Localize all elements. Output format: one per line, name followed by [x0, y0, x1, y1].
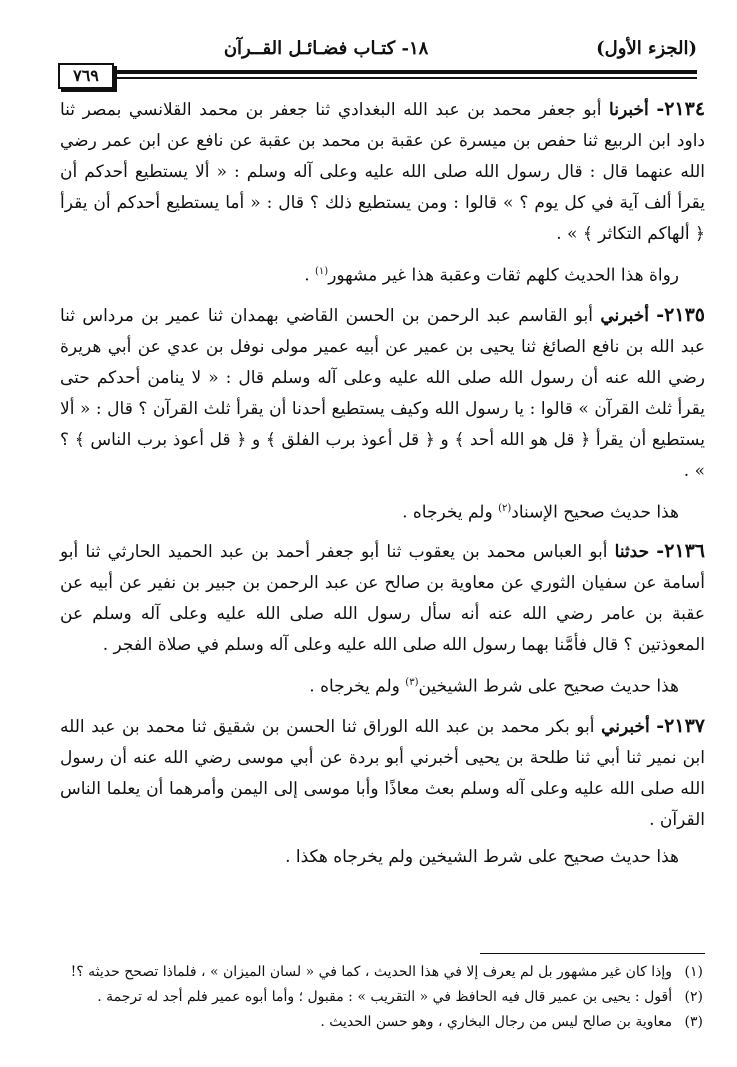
footnotes: [60, 960, 703, 1035]
hadith-lead-word: أخبرنا: [609, 100, 649, 120]
ruling-end: .: [285, 846, 296, 867]
footnote-number: (٣): [684, 1014, 703, 1030]
hadith-2136: [60, 536, 705, 661]
chapter-title: ١٨- كتـاب فضـائـل القــرآن: [223, 37, 429, 59]
page-body: [60, 94, 705, 881]
hadith-ruling: [60, 256, 679, 292]
hadith-ruling: [60, 842, 679, 873]
hadith-text: أبو بكر محمد بن عبد الله الوراق ثنا الحسن بن شقيق ثنا محمد بن عبد الله ابن نمير ثنا أبي ثنا طلحة بن يحيى أخبرني أبو بردة عن أبي موسى رضي الله عنه أن رسول الله صلى الله عليه وعلى آله وسلم بعث معاذًا وأبا موسى إلى اليمن وأمرهما أن يعلما الناس القرآن .: [60, 716, 705, 830]
footnote-text: أقول : يحيى بن عمير قال فيه الحافظ في « التقريب » : مقبول ؛ وأما أبوه عمير فلم أجد له ترجمة .: [97, 989, 673, 1005]
footnote-ref: (٢): [498, 502, 512, 514]
footnote-ref: (٣): [405, 677, 419, 689]
hadith-number: ٢١٣٤-: [656, 98, 706, 120]
header-rule-thin: [110, 77, 697, 79]
ruling-text: هذا حديث صحيح الإسناد: [511, 502, 679, 523]
hadith-lead-word: أخبرني: [600, 305, 649, 326]
ruling-text: رواة هذا الحديث كلهم ثقات وعقبة هذا غير مشهور: [328, 265, 679, 286]
hadith-lead-word: أخبرني: [601, 716, 650, 737]
hadith-text: أبو العباس محمد بن يعقوب ثنا أبو جعفر أحمد بن عبد الحميد الحارثي ثنا أبو أسامة عن سفيان الثوري عن معاوية بن صالح عن عبد الرحمن بن جبير بن نفير عن أبيه عن عقبة بن عامر رضي الله عنه أنه سأل رسول الله صلى الله عليه وعلى آله وسلم عن المعوذتين ؟ قال فأمَّنا بهما رسول الله صلى الله عليه وعلى آله وسلم في صلاة الفجر .: [60, 542, 705, 656]
footnote-ref: (١): [315, 266, 329, 277]
hadith-2135: [60, 300, 705, 487]
ruling-end: .: [304, 265, 315, 286]
footnote-number: (١): [684, 964, 703, 980]
footnote-divider: [480, 953, 705, 954]
hadith-ruling: [60, 493, 679, 529]
page-number: ٧٦٩: [58, 63, 114, 89]
ruling-end: ولم يخرجاه .: [309, 676, 406, 697]
ruling-text: هذا حديث صحيح على شرط الشيخين ولم يخرجاه هكذا: [295, 846, 679, 867]
hadith-text: أبو القاسم عبد الرحمن بن الحسن القاضي بهمدان ثنا عمير بن مرداس ثنا عبد الله بن نافع الصائغ ثنا يحيى بن عمير عن أبيه عمير مولى نوفل بن عدي عن أبي هريرة رضي الله عنه أن رسول الله صلى الله عليه وعلى آله وسلم قال : « لا ينامن أحدكم حتى يقرأ ثلث القرآن » قالوا : يا رسول الله وكيف يستطيع أحدنا أن يقرأ ثلث القرآن ؟ قال : « ألا يستطيع أن يقرأ ﴿ قل هو الله أحد ﴾ و ﴿ قل أعوذ برب الفلق ﴾ و ﴿ قل أعوذ برب الناس ﴾ ؟ » .: [60, 305, 705, 481]
hadith-2137: [60, 711, 705, 836]
footnote-number: (٢): [684, 989, 703, 1005]
ruling-text: هذا حديث صحيح على شرط الشيخين: [418, 676, 679, 697]
footnote-text: وإذا كان غير مشهور بل لم يعرف إلا في هذا الحديث ، كما في « لسان الميزان » ، فلماذا تصحح حديثه ؟!: [70, 964, 673, 980]
hadith-lead-word: حدثنا: [614, 542, 650, 563]
hadith-text: أبو جعفر محمد بن عبد الله البغدادي ثنا جعفر بن محمد القلانسي بمصر ثنا داود ابن الربيع ثنا حفص بن ميسرة عن عقبة بن محمد بن عقبة عن نافع عن ابن عمر رضي الله عنهما قال : قال رسول الله صلى الله عليه وعلى آله وسلم : « ألا يستطيع أحدكم أن يقرأ ألف آية في كل يوم ؟ » قالوا : ومن يستطيع ذلك ؟ قال : « أما يستطيع أحدكم أن يقرأ ﴿ ألهاكم التكاثر ﴾ » .: [60, 100, 705, 244]
footnote: [60, 960, 703, 985]
hadith-ruling: [60, 667, 679, 703]
header-rule-thick: [110, 70, 697, 74]
hadith-number: ٢١٣٥-: [656, 303, 705, 326]
hadith-2134: [60, 94, 705, 250]
page-header: [56, 30, 697, 66]
footnote: [60, 1010, 703, 1035]
hadith-number: ٢١٣٦-: [656, 540, 706, 563]
footnote: [60, 985, 703, 1010]
volume-label: (الجزء الأول): [596, 37, 697, 59]
hadith-number: ٢١٣٧-: [656, 714, 705, 737]
footnote-text: معاوية بن صالح ليس من رجال البخاري ، وهو حسن الحديث .: [320, 1014, 673, 1030]
ruling-end: ولم يخرجاه .: [402, 502, 499, 523]
